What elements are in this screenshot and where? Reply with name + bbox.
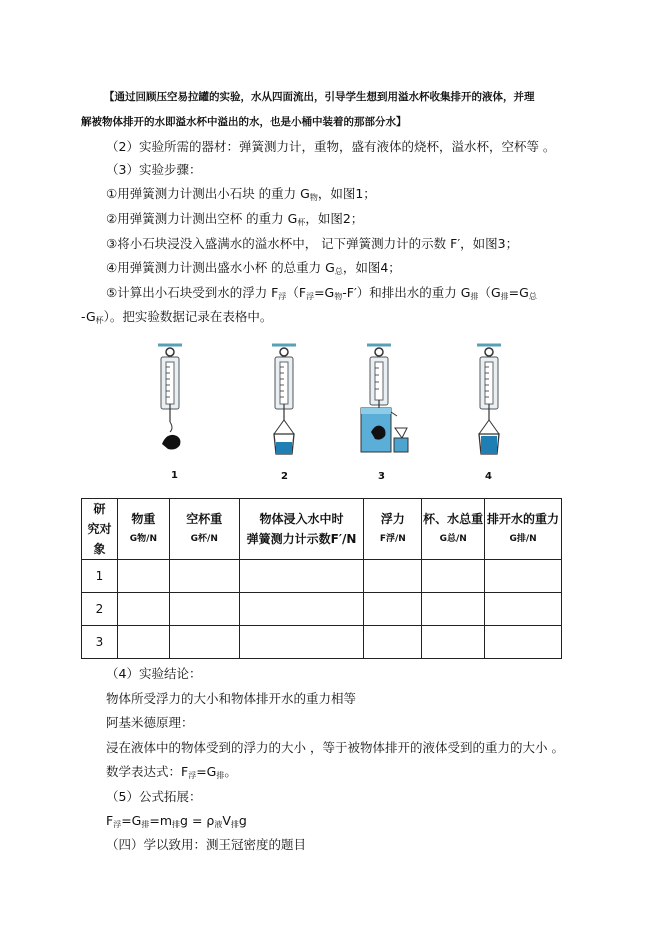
step-5-line-2: $-G_杯$）。把实验数据记录在表格中。	[81, 309, 273, 325]
table-cell	[364, 593, 422, 626]
row-number: 1	[82, 560, 118, 593]
table-cell	[422, 593, 485, 626]
note-line-1: 【通过回顾压空易拉罐的实验，水从四面流出，引导学生想到用溢水杯收集排开的液体，并理	[104, 91, 535, 103]
table-cell	[485, 593, 562, 626]
apply-section: （四）学以致用：测王冠密度的题目	[106, 837, 307, 852]
header-object-weight: 物重 G物/N	[117, 499, 169, 560]
figure-4-label: 4	[485, 471, 492, 482]
table-row	[82, 593, 562, 626]
table-cell	[117, 560, 169, 593]
header-total-weight: 杯、水总重 G总/N	[422, 499, 485, 560]
table-cell	[169, 626, 239, 659]
header-scale-reading: 物体浸入水中时 弹簧测力计示数F′/N	[239, 499, 364, 560]
figure-4-spring-scale-full-cup	[467, 342, 511, 462]
step-1: ①用弹簧测力计测出小石块 的重力 $G_物$，如图1；	[106, 186, 376, 202]
math-expression: 数学表达式：$F_浮=G_排$。	[106, 764, 237, 780]
header-buoyancy: 浮力 F浮/N	[364, 499, 422, 560]
equipment-text: （2）实验所需的器材：弹簧测力计，重物，盛有液体的烧杯，溢水杯，空杯等 。	[106, 139, 556, 154]
table-cell	[117, 593, 169, 626]
step-2: ②用弹簧测力计测出空杯 的重力 $G_杯$，如图2；	[106, 211, 364, 227]
conclusion-text: 物体所受浮力的大小和物体排开水的重力相等	[106, 691, 357, 706]
formula-title: （5）公式拓展：	[106, 789, 202, 804]
step-5-line-1: ⑤计算出小石块受到水的浮力 $F_浮(F_浮=G_物-F')$和排出水的重力 $G_排(G_排=G_总$	[106, 285, 537, 301]
figure-1-label: 1	[171, 470, 178, 481]
table-cell	[422, 626, 485, 659]
table-cell	[169, 593, 239, 626]
table-cell	[239, 626, 364, 659]
table-cell	[239, 560, 364, 593]
table-cell	[364, 626, 422, 659]
header-cup-weight: 空杯重 G杯/N	[169, 499, 239, 560]
step-3: ③将小石块浸没入盛满水的溢水杯中， 记下弹簧测力计的示数 F′，如图3；	[106, 236, 519, 251]
table-header-row	[82, 499, 562, 560]
table-row	[82, 560, 562, 593]
figure-2-label: 2	[281, 471, 288, 482]
step-4: ④用弹簧测力计测出盛水小杯 的总重力 $G_总$，如图4；	[106, 260, 401, 276]
conclusion-title: （4）实验结论：	[106, 666, 202, 681]
figure-3-overflow-cup	[355, 342, 413, 457]
archimedes-title: 阿基米德原理：	[106, 715, 194, 730]
table-cell	[239, 593, 364, 626]
table-cell	[169, 560, 239, 593]
steps-title: （3）实验步骤：	[106, 162, 202, 177]
row-number: 3	[82, 626, 118, 659]
header-subject: 研 究对象	[82, 499, 118, 560]
table-cell	[117, 626, 169, 659]
table-row	[82, 626, 562, 659]
archimedes-principle: 浸在液体中的物体受到的浮力的大小 ，等于被物体排开的液体受到的重力的大小 。	[106, 740, 564, 755]
row-number: 2	[82, 593, 118, 626]
figure-2-spring-scale-cup	[262, 342, 306, 462]
table-cell	[364, 560, 422, 593]
note-line-2: 解被物体排开的水即溢水杯中溢出的水，也是小桶中装着的那部分水】	[81, 116, 407, 128]
figure-3-label: 3	[378, 471, 385, 482]
table-cell	[485, 626, 562, 659]
table-cell	[422, 560, 485, 593]
header-displaced-water: 排开水的重力 G排/N	[485, 499, 562, 560]
formula-expansion: $F_浮=G_排=m_排g = \rho_液V_排g$	[106, 813, 247, 829]
figure-1-spring-scale-stone	[148, 342, 192, 457]
data-table	[81, 498, 562, 659]
table-cell	[485, 560, 562, 593]
